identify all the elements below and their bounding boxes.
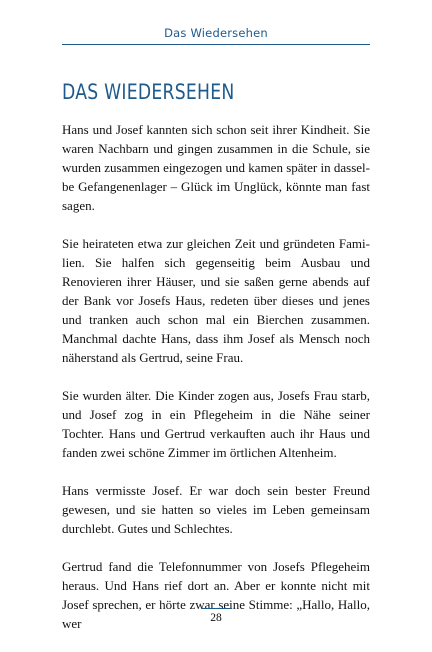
footer-rule [201,608,231,609]
paragraph-2: Sie heirateten etwa zur gleichen Zeit und gründeten Familien. Sie halfen sich gegenseitig beim Ausbau und Renovieren ihrer Häuser, und sie saßen gerne abends auf der Bank vor Josefs Haus, redeten über dieses und jenes und tranken auch schon mal ein Bierchen zusammen. Manchmal dachte Hans, dass ihm Josef als Mensch noch näherstand als Gertrud, seine Frau. [62,236,370,365]
paragraph-5: Gertrud fand die Telefonnummer von Josefs Pflegeheim heraus. Und Hans rief dort an. Aber er konnte nicht mit Josef sprechen, er hörte zwar seine Stimme: „Hallo, Hallo, wer [62,559,370,631]
paragraph-3: Sie wurden älter. Die Kinder zogen aus, Josefs Frau starb, und Josef zog in ein Pflegeheim in die Nähe seiner Tochter. Hans und Gertrud verkauften auch ihr Haus und fanden zwei schöne Zimmer im örtlichen Altenheim. [62,388,370,460]
paragraph-1: Hans und Josef kannten sich schon seit ihrer Kindheit. Sie waren Nachbarn und gingen zusammen in die Schule, sie wurden zusammen eingezogen und kamen später in dasselbe Gefangenenlager – Glück im Unglück, könnte man fast sagen. [62,122,370,213]
paragraph-4: Hans vermisste Josef. Er war doch sein bester Freund gewesen, und sie hatten so vieles im Leben gemeinsam durchlebt. Gutes und Schlechtes. [62,483,370,536]
body-text [62,120,370,652]
running-header: Das Wiedersehen [164,26,268,40]
page-number: 28 [210,612,222,624]
header-rule [62,44,370,45]
chapter-title: DAS WIEDERSEHEN [62,80,235,104]
